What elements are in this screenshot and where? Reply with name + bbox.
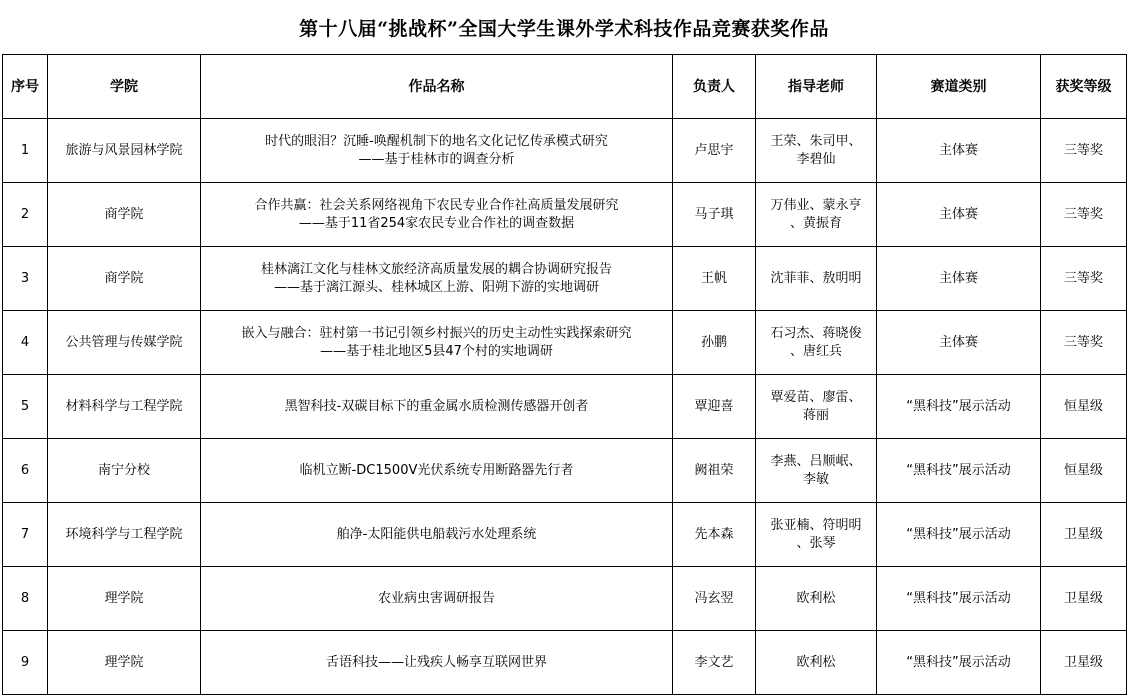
- cell-no: 5: [3, 375, 48, 439]
- work-title-line2: ——基于11省254家农民专业合作社的调查数据: [298, 215, 575, 231]
- cell-college: 理学院: [48, 631, 201, 695]
- cell-work-title: [201, 439, 673, 503]
- cell-award: 三等奖: [1041, 119, 1127, 183]
- cell-teacher: [756, 439, 877, 503]
- cell-no: 3: [3, 247, 48, 311]
- teacher-line2: 、唐红兵: [789, 343, 842, 359]
- cell-work-title: [201, 183, 673, 247]
- teacher-line1: 覃爱苗、廖雷、: [770, 389, 862, 405]
- cell-leader: 卢思宇: [673, 119, 756, 183]
- teacher-line2: 李碧仙: [796, 151, 836, 167]
- work-title-line1: 舌语科技——让残疾人畅享互联网世界: [325, 654, 547, 670]
- work-title-line2: ——基于漓江源头、桂林城区上游、阳朔下游的实地调研: [273, 279, 599, 295]
- table-row: [3, 439, 1127, 503]
- cell-track: “黑科技”展示活动: [877, 439, 1041, 503]
- teacher-line2: 蒋丽: [802, 407, 829, 423]
- cell-college: 公共管理与传媒学院: [48, 311, 201, 375]
- cell-no: 9: [3, 631, 48, 695]
- cell-track: 主体赛: [877, 119, 1041, 183]
- cell-college: 南宁分校: [48, 439, 201, 503]
- teacher-line1: 石习杰、蒋晓俊: [770, 325, 862, 341]
- cell-teacher: [756, 375, 877, 439]
- teacher-line1: 李燕、吕顺岷、: [770, 453, 862, 469]
- cell-work-title: [201, 375, 673, 439]
- cell-track: 主体赛: [877, 247, 1041, 311]
- cell-college: 旅游与风景园林学院: [48, 119, 201, 183]
- cell-award: 三等奖: [1041, 183, 1127, 247]
- cell-no: 2: [3, 183, 48, 247]
- work-title-line2: ——基于桂林市的调查分析: [358, 151, 515, 167]
- work-title-line1: 桂林漓江文化与桂林文旅经济高质量发展的耦合协调研究报告: [260, 261, 612, 277]
- header-row: [3, 55, 1127, 119]
- cell-work-title: [201, 247, 673, 311]
- cell-teacher: [756, 183, 877, 247]
- teacher-line2: 、张琴: [796, 535, 836, 551]
- work-title-line1: 合作共赢：社会关系网络视角下农民专业合作社高质量发展研究: [254, 197, 619, 213]
- cell-leader: 李文艺: [673, 631, 756, 695]
- table-row: [3, 631, 1127, 695]
- cell-teacher: [756, 567, 877, 631]
- cell-leader: 马子琪: [673, 183, 756, 247]
- cell-award: 恒星级: [1041, 375, 1127, 439]
- cell-college: 材料科学与工程学院: [48, 375, 201, 439]
- table-row: [3, 567, 1127, 631]
- cell-teacher: [756, 631, 877, 695]
- cell-college: 商学院: [48, 247, 201, 311]
- work-title-line1: 农业病虫害调研报告: [377, 590, 495, 606]
- cell-track: “黑科技”展示活动: [877, 631, 1041, 695]
- cell-award: 卫星级: [1041, 567, 1127, 631]
- cell-award: 三等奖: [1041, 311, 1127, 375]
- cell-leader: 先本森: [673, 503, 756, 567]
- cell-leader: 覃迎喜: [673, 375, 756, 439]
- table-row: [3, 375, 1127, 439]
- cell-track: “黑科技”展示活动: [877, 567, 1041, 631]
- awards-table: [2, 54, 1127, 695]
- work-title-line1: 临机立断-DC1500V光伏系统专用断路器先行者: [299, 462, 574, 478]
- work-title-line1: 时代的眼泪？沉睡-唤醒机制下的地名文化记忆传承模式研究: [265, 133, 608, 149]
- teacher-line1: 沈菲菲、敖明明: [770, 270, 862, 286]
- cell-leader: 王帆: [673, 247, 756, 311]
- work-title-line1: 舶净-太阳能供电船载污水处理系统: [336, 526, 537, 542]
- header-college: 学院: [48, 55, 201, 119]
- cell-work-title: [201, 119, 673, 183]
- table-row: [3, 503, 1127, 567]
- table-row: [3, 119, 1127, 183]
- cell-college: 环境科学与工程学院: [48, 503, 201, 567]
- work-title-line1: 黑智科技-双碳目标下的重金属水质检测传感器开创者: [284, 398, 589, 414]
- header-award: 获奖等级: [1041, 55, 1127, 119]
- cell-college: 理学院: [48, 567, 201, 631]
- cell-track: 主体赛: [877, 311, 1041, 375]
- teacher-line1: 欧利松: [796, 654, 836, 670]
- teacher-line2: 、黄振育: [789, 215, 842, 231]
- cell-award: 卫星级: [1041, 631, 1127, 695]
- cell-track: 主体赛: [877, 183, 1041, 247]
- cell-teacher: [756, 119, 877, 183]
- cell-work-title: [201, 503, 673, 567]
- page-title: 第十八届“挑战杯”全国大学生课外学术科技作品竞赛获奖作品: [299, 17, 829, 40]
- cell-award: 三等奖: [1041, 247, 1127, 311]
- header-no: 序号: [3, 55, 48, 119]
- work-title-line1: 嵌入与融合：驻村第一书记引领乡村振兴的历史主动性实践探索研究: [241, 325, 632, 341]
- cell-work-title: [201, 631, 673, 695]
- cell-no: 4: [3, 311, 48, 375]
- cell-teacher: [756, 311, 877, 375]
- cell-leader: 冯玄翌: [673, 567, 756, 631]
- table-row: [3, 311, 1127, 375]
- cell-work-title: [201, 567, 673, 631]
- teacher-line1: 张亚楠、符明明: [770, 517, 862, 533]
- cell-no: 6: [3, 439, 48, 503]
- cell-award: 卫星级: [1041, 503, 1127, 567]
- cell-work-title: [201, 311, 673, 375]
- work-title-line2: ——基于桂北地区5县47个村的实地调研: [320, 343, 553, 359]
- teacher-line1: 万伟业、蒙永亨: [770, 197, 862, 213]
- header-leader: 负责人: [673, 55, 756, 119]
- header-work-title: 作品名称: [201, 55, 673, 119]
- cell-no: 7: [3, 503, 48, 567]
- cell-leader: 孙鹏: [673, 311, 756, 375]
- cell-no: 1: [3, 119, 48, 183]
- cell-track: “黑科技”展示活动: [877, 503, 1041, 567]
- teacher-line2: 李敏: [802, 471, 829, 487]
- teacher-line1: 欧利松: [796, 590, 836, 606]
- cell-teacher: [756, 503, 877, 567]
- cell-college: 商学院: [48, 183, 201, 247]
- cell-leader: 阙祖荣: [673, 439, 756, 503]
- teacher-line1: 王荣、朱司甲、: [770, 133, 862, 149]
- cell-track: “黑科技”展示活动: [877, 375, 1041, 439]
- cell-teacher: [756, 247, 877, 311]
- header-track: 赛道类别: [877, 55, 1041, 119]
- table-row: [3, 183, 1127, 247]
- cell-award: 恒星级: [1041, 439, 1127, 503]
- header-teacher: 指导老师: [756, 55, 877, 119]
- cell-no: 8: [3, 567, 48, 631]
- table-row: [3, 247, 1127, 311]
